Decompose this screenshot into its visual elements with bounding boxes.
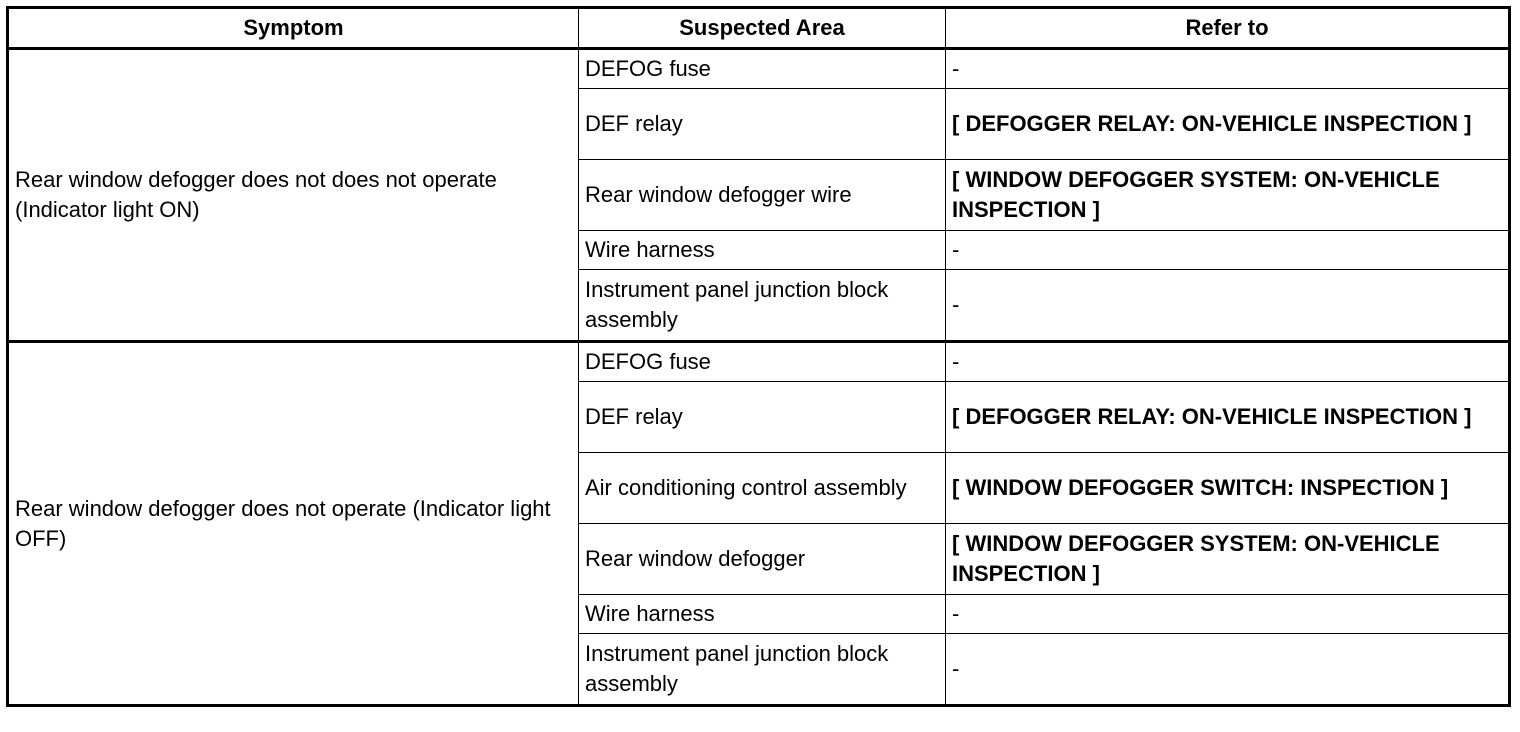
suspected-area-cell: Wire harness <box>579 595 946 634</box>
refer-to-link[interactable]: [ WINDOW DEFOGGER SYSTEM: ON-VEHICLE INSPECTION ] <box>946 160 1510 231</box>
suspected-area-cell: Wire harness <box>579 231 946 270</box>
suspected-area-cell: DEF relay <box>579 382 946 453</box>
refer-to-cell: - <box>946 270 1510 342</box>
suspected-area-cell: DEFOG fuse <box>579 342 946 382</box>
suspected-area-cell: Instrument panel junction block assembly <box>579 634 946 706</box>
suspected-area-cell: DEFOG fuse <box>579 49 946 89</box>
diagnosis-table <box>6 6 1511 707</box>
refer-to-cell: - <box>946 231 1510 270</box>
suspected-area-cell: Rear window defogger <box>579 524 946 595</box>
refer-to-cell: - <box>946 49 1510 89</box>
header-symptom: Symptom <box>8 8 579 49</box>
table-row <box>8 49 1510 89</box>
refer-to-link[interactable]: [ WINDOW DEFOGGER SWITCH: INSPECTION ] <box>946 453 1510 524</box>
header-suspected-area: Suspected Area <box>579 8 946 49</box>
header-refer-to: Refer to <box>946 8 1510 49</box>
suspected-area-cell: Rear window defogger wire <box>579 160 946 231</box>
refer-to-link[interactable]: [ WINDOW DEFOGGER SYSTEM: ON-VEHICLE INSPECTION ] <box>946 524 1510 595</box>
suspected-area-cell: Air conditioning control assembly <box>579 453 946 524</box>
refer-to-link[interactable]: [ DEFOGGER RELAY: ON-VEHICLE INSPECTION ] <box>946 89 1510 160</box>
suspected-area-cell: DEF relay <box>579 89 946 160</box>
header-row <box>8 8 1510 49</box>
refer-to-cell: - <box>946 342 1510 382</box>
table-row <box>8 342 1510 382</box>
refer-to-cell: - <box>946 634 1510 706</box>
refer-to-link[interactable]: [ DEFOGGER RELAY: ON-VEHICLE INSPECTION ] <box>946 382 1510 453</box>
symptom-cell: Rear window defogger does not operate (Indicator light OFF) <box>8 342 579 706</box>
symptom-cell: Rear window defogger does not does not operate (Indicator light ON) <box>8 49 579 342</box>
refer-to-cell: - <box>946 595 1510 634</box>
suspected-area-cell: Instrument panel junction block assembly <box>579 270 946 342</box>
